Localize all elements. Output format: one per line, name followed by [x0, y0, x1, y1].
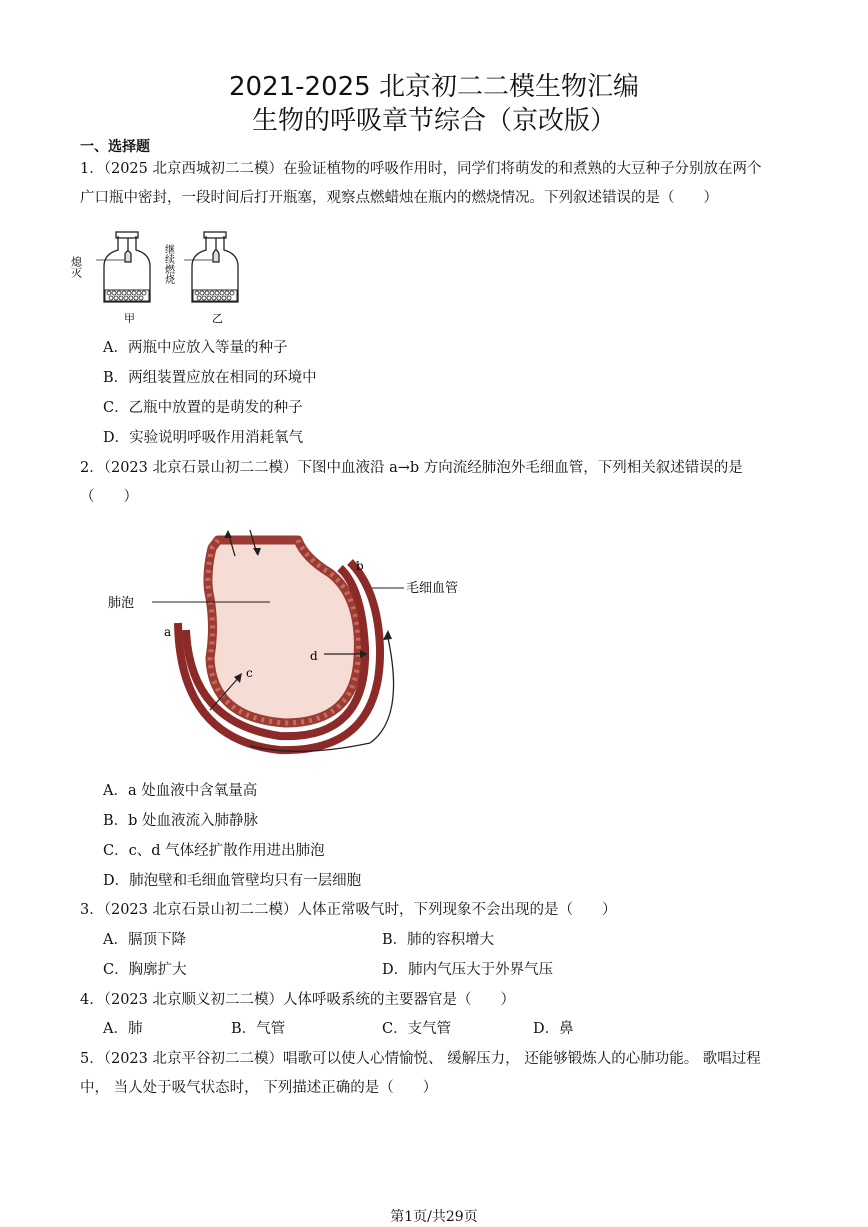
q3-option-b[interactable]: B．肺的容积增大: [382, 932, 495, 948]
q4-option-d[interactable]: D．鼻: [533, 1021, 574, 1037]
q3-option-a[interactable]: A．膈顶下降: [103, 932, 186, 948]
alveolus: [208, 540, 359, 723]
q3-option-c[interactable]: C．胸廓扩大: [103, 962, 187, 978]
label-alveolus: 肺泡: [108, 596, 135, 611]
q2-stem-line-2: （ ）: [80, 489, 138, 505]
page-footer: 第1页/共29页: [390, 1209, 478, 1225]
label-capillary: 毛细血管: [406, 581, 459, 596]
seeds-yi: [193, 290, 237, 301]
page-title: 2021-2025 北京初二二模生物汇编: [229, 72, 639, 102]
q3-option-d[interactable]: D．肺内气压大于外界气压: [382, 962, 554, 978]
q3-stem: 3．（2023 北京石景山初二二模）人体正常吸气时，下列现象不会出现的是（ ）: [80, 902, 617, 918]
q1-stem-line-2: 广口瓶中密封，一段时间后打开瓶塞，观察点燃蜡烛在瓶内的燃烧情况。下列叙述错误的是（ ）: [80, 190, 718, 206]
q1-option-a[interactable]: A．两瓶中应放入等量的种子: [103, 340, 288, 356]
q5-stem-line-1: 5．（2023 北京平谷初二二模）唱歌可以使人心情愉悦、 缓解压力， 还能够锻炼人的心肺功能。 歌唱过程: [80, 1051, 761, 1067]
q4-option-a[interactable]: A．肺: [103, 1021, 143, 1037]
q5-stem-line-2: 中， 当人处于吸气状态时， 下列描述正确的是（ ）: [80, 1080, 438, 1096]
q1-option-c[interactable]: C．乙瓶中放置的是萌发的种子: [103, 400, 303, 416]
caption-yi: 乙: [212, 312, 223, 325]
q2-option-a[interactable]: A．a 处血液中含氧量高: [103, 783, 258, 799]
q2-option-b[interactable]: B．b 处血液流入肺静脉: [103, 813, 259, 829]
label-keeps-burning: 继续燃烧: [162, 244, 174, 284]
label-c: c: [246, 666, 253, 680]
section-heading: 一、选择题: [80, 139, 150, 155]
q2-option-d[interactable]: D．肺泡壁和毛细血管壁均只有一层细胞: [103, 873, 362, 889]
q1-option-d[interactable]: D．实验说明呼吸作用消耗氧气: [103, 430, 304, 446]
q2-option-c[interactable]: C．c、d 气体经扩散作用进出肺泡: [103, 843, 325, 859]
label-extinguished: 熄灭: [69, 256, 83, 278]
q1-stem-line-1: 1．（2025 北京西城初二二模）在验证植物的呼吸作用时，同学们将萌发的和煮熟的大豆种子分别放在两个: [80, 161, 762, 177]
q4-option-c[interactable]: C．支气管: [382, 1021, 452, 1037]
label-b: b: [356, 559, 364, 573]
label-a: a: [164, 625, 172, 639]
q2-alveolus-figure: [100, 518, 480, 758]
q2-stem-line-1: 2．（2023 北京石景山初二二模）下图中血液沿 a→b 方向流经肺泡外毛细血管，下列相关叙述错误的是: [80, 460, 743, 476]
q1-option-b[interactable]: B．两组装置应放在相同的环境中: [103, 370, 317, 386]
q1-jar-figure: [69, 230, 254, 328]
q4-stem: 4．（2023 北京顺义初二二模）人体呼吸系统的主要器官是（ ）: [80, 992, 515, 1008]
caption-jia: 甲: [124, 312, 135, 325]
label-d: d: [310, 649, 318, 663]
seeds-jia: [105, 290, 149, 301]
q4-option-b[interactable]: B．气管: [231, 1021, 286, 1037]
page-subtitle: 生物的呼吸章节综合（京改版）: [251, 106, 616, 136]
